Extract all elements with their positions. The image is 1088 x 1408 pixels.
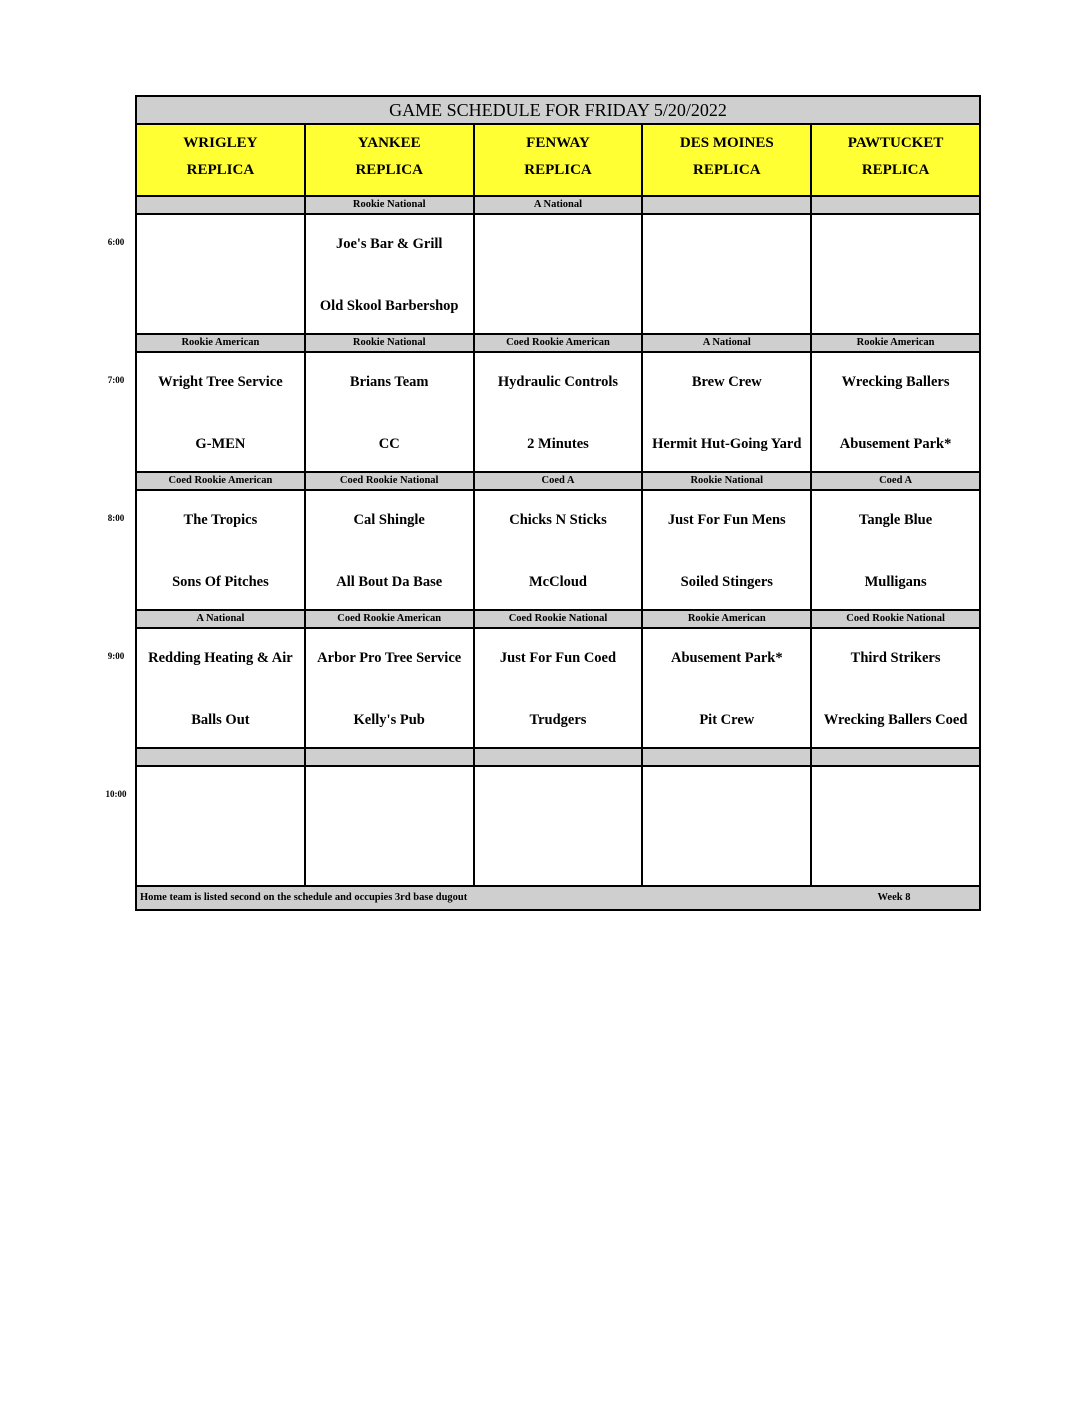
- away-team: Chicks N Sticks: [509, 512, 607, 528]
- division-label: Rookie National: [306, 335, 475, 351]
- game-row: [137, 491, 979, 611]
- division-label: [137, 749, 306, 765]
- venue-fenway: [475, 125, 644, 195]
- division-label: [137, 197, 306, 213]
- game-cell: [643, 629, 812, 747]
- division-label: Coed Rookie American: [137, 473, 306, 489]
- away-team: Redding Heating & Air: [148, 650, 293, 666]
- game-row: [137, 353, 979, 473]
- home-team: Kelly's Pub: [353, 712, 425, 728]
- game-row: [137, 767, 979, 887]
- game-cell: [306, 215, 475, 333]
- home-team: G-MEN: [195, 436, 246, 452]
- away-team: Hydraulic Controls: [497, 374, 619, 390]
- away-team: Third Strikers: [850, 650, 941, 666]
- game-cell: [812, 215, 979, 333]
- game-cell: [812, 629, 979, 747]
- time-label: 10:00: [105, 789, 127, 799]
- game-cell: [475, 629, 644, 747]
- game-cell: [137, 491, 306, 609]
- venue-name: PAWTUCKET: [847, 135, 944, 151]
- game-cell: [137, 215, 306, 333]
- game-cell: [306, 767, 475, 885]
- division-label: Coed Rookie American: [475, 335, 644, 351]
- game-cell: [643, 491, 812, 609]
- division-label: [475, 749, 644, 765]
- game-cell: [475, 491, 644, 609]
- away-team: Tangle Blue: [858, 512, 933, 528]
- division-label: Coed A: [879, 475, 913, 486]
- venue-pawtucket: [812, 125, 979, 195]
- division-row: [137, 197, 979, 215]
- footer-note: Home team is listed second on the schedule and occupies 3rd base dugout: [140, 892, 468, 903]
- venue-subtitle: REPLICA: [355, 162, 423, 178]
- venue-yankee: [306, 125, 475, 195]
- away-team: Brians Team: [349, 374, 429, 390]
- away-team: Cal Shingle: [353, 512, 425, 528]
- game-cell: [812, 767, 979, 885]
- venue-name: FENWAY: [526, 135, 590, 151]
- division-label: Rookie National: [306, 197, 475, 213]
- time-label: 8:00: [107, 513, 125, 523]
- home-team: McCloud: [528, 574, 587, 590]
- division-label: [643, 749, 812, 765]
- time-label: 7:00: [107, 375, 125, 385]
- division-label: A National: [643, 335, 812, 351]
- division-label: [812, 749, 979, 765]
- venue-subtitle: REPLICA: [693, 162, 761, 178]
- division-label: [812, 197, 979, 213]
- home-team: Trudgers: [529, 712, 587, 728]
- division-label: Coed Rookie American: [306, 611, 475, 627]
- game-cell: [475, 767, 644, 885]
- week-label: Week 8: [877, 892, 911, 903]
- game-cell: [306, 629, 475, 747]
- game-cell: [475, 215, 644, 333]
- division-label: Rookie American: [643, 611, 812, 627]
- game-cell: [306, 353, 475, 471]
- schedule-table: [135, 95, 981, 911]
- division-label: A National: [475, 197, 644, 213]
- home-team: Balls Out: [191, 712, 250, 728]
- division-label: Coed Rookie National: [306, 473, 475, 489]
- away-team: Just For Fun Mens: [667, 512, 786, 528]
- venue-header-row: [137, 125, 979, 197]
- time-label: 9:00: [107, 651, 125, 661]
- home-team: Sons Of Pitches: [172, 574, 269, 590]
- division-label: A National: [137, 611, 306, 627]
- game-cell: [812, 491, 979, 609]
- schedule-title: GAME SCHEDULE FOR FRIDAY 5/20/2022: [137, 97, 979, 125]
- division-label: Rookie National: [643, 473, 812, 489]
- footer-row: [137, 887, 979, 909]
- time-label: 6:00: [107, 237, 125, 247]
- home-team: All Bout Da Base: [336, 574, 443, 590]
- home-team: Wrecking Ballers Coed: [823, 712, 968, 728]
- division-row: [137, 749, 979, 767]
- division-label: Coed Rookie National: [475, 611, 644, 627]
- game-cell: [137, 353, 306, 471]
- game-cell: [306, 491, 475, 609]
- away-team: The Tropics: [183, 512, 258, 528]
- game-cell: [643, 215, 812, 333]
- home-team: Soiled Stingers: [680, 574, 773, 590]
- game-row: [137, 629, 979, 749]
- home-team: CC: [378, 436, 400, 452]
- division-label: [306, 749, 475, 765]
- away-team: Wrecking Ballers: [841, 374, 950, 390]
- game-cell: [475, 353, 644, 471]
- division-row: [137, 611, 979, 629]
- venue-subtitle: REPLICA: [861, 162, 930, 178]
- game-cell: [643, 767, 812, 885]
- time-slots: [137, 197, 979, 887]
- game-row: [137, 215, 979, 335]
- away-team: Arbor Pro Tree Service: [317, 650, 462, 666]
- division-label: [643, 197, 812, 213]
- division-label: Coed Rookie National: [846, 613, 945, 624]
- game-cell: [137, 767, 306, 885]
- division-label: Rookie American: [856, 337, 935, 348]
- home-team: 2 Minutes: [527, 436, 589, 452]
- division-row: [137, 473, 979, 491]
- away-team: Wright Tree Service: [158, 374, 283, 390]
- venue-name: YANKEE: [357, 135, 421, 151]
- venue-subtitle: REPLICA: [524, 162, 592, 178]
- home-team: Mulligans: [864, 574, 927, 590]
- division-label: Coed A: [475, 473, 644, 489]
- division-label: Rookie American: [137, 335, 306, 351]
- game-cell: [812, 353, 979, 471]
- game-cell: [137, 629, 306, 747]
- game-cell: [643, 353, 812, 471]
- away-team: Joe's Bar & Grill: [335, 236, 443, 252]
- venue-name: DES MOINES: [679, 135, 774, 151]
- home-team: Old Skool Barbershop: [319, 298, 459, 314]
- division-row: [137, 335, 979, 353]
- home-team: Pit Crew: [699, 712, 755, 728]
- away-team: Abusement Park*: [671, 650, 783, 666]
- venue-des-moines: [643, 125, 812, 195]
- home-team: Hermit Hut-Going Yard: [652, 436, 802, 452]
- away-team: Just For Fun Coed: [499, 650, 617, 666]
- venue-subtitle: REPLICA: [186, 162, 255, 178]
- away-team: Brew Crew: [691, 374, 762, 390]
- venue-name: WRIGLEY: [183, 135, 258, 151]
- venue-wrigley: [137, 125, 306, 195]
- home-team: Abusement Park*: [839, 436, 952, 452]
